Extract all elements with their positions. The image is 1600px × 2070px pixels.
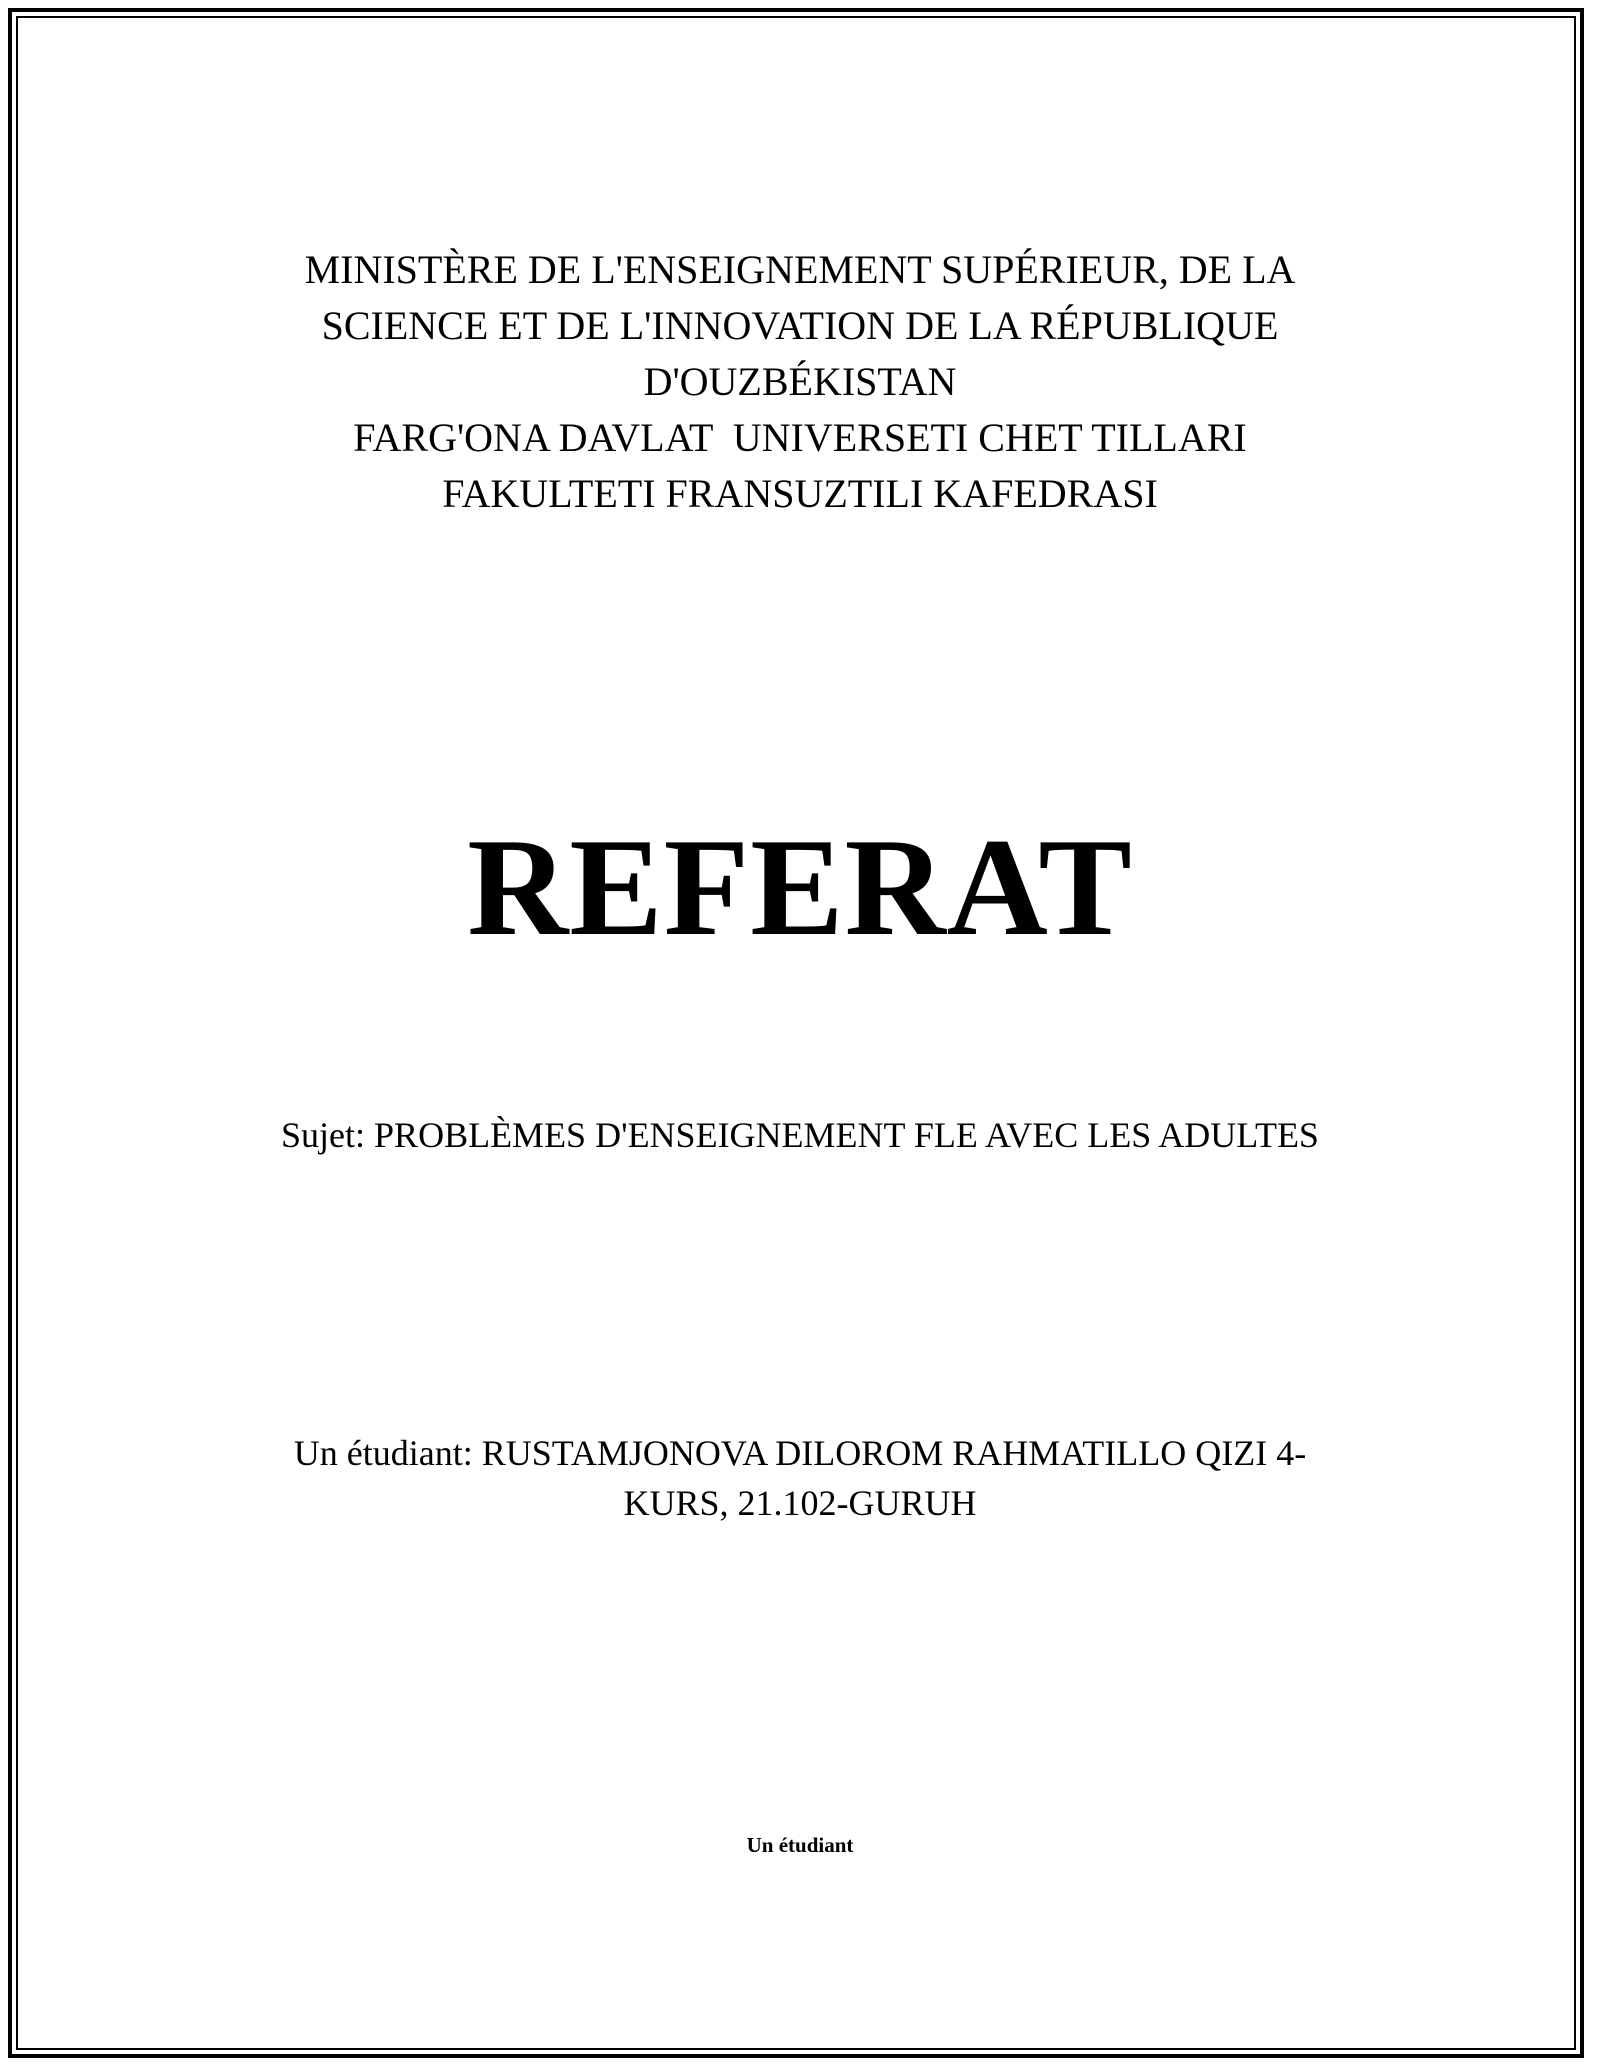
header-line: MINISTÈRE DE L'ENSEIGNEMENT SUPÉRIEUR, DE LA — [304, 247, 1296, 292]
student-line-1: Un étudiant: RUSTAMJONOVA DILOROM RAHMATILLO QIZI 4- — [293, 1433, 1307, 1473]
student-info — [0, 1428, 1600, 1528]
footer-label: Un étudiant — [746, 1833, 854, 1857]
header-line: SCIENCE ET DE L'INNOVATION DE LA RÉPUBLIQUE — [321, 303, 1279, 348]
institution-header — [0, 242, 1600, 522]
student-line-2: KURS, 21.102-GURUH — [623, 1483, 977, 1523]
subject-line: Sujet: PROBLÈMES D'ENSEIGNEMENT FLE AVEC LES ADULTES — [281, 1115, 1319, 1155]
header-line: FARG'ONA DAVLAT UNIVERSETI CHET TILLARI — [353, 415, 1247, 460]
header-line: D'OUZBÉKISTAN — [643, 359, 957, 404]
header-line: FAKULTETI FRANSUZTILI KAFEDRASI — [442, 471, 1158, 516]
document-title: REFERAT — [467, 810, 1133, 965]
